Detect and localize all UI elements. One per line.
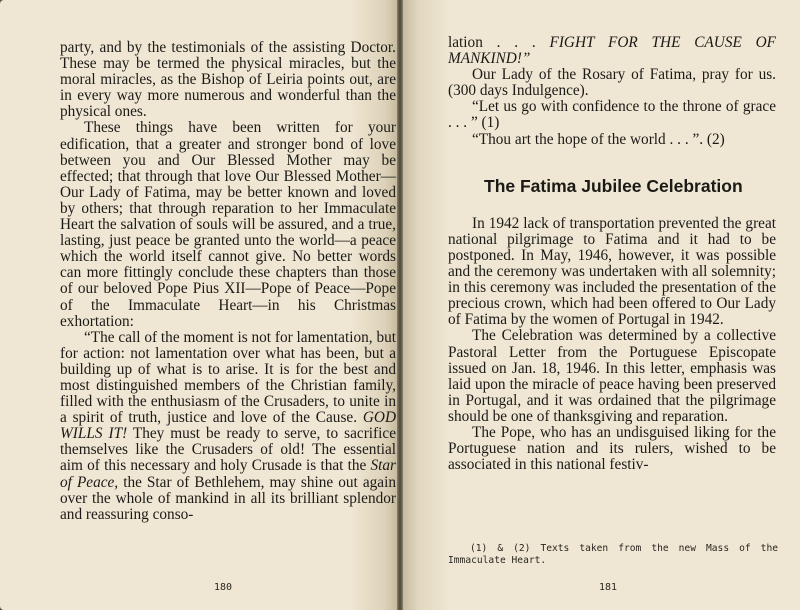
prayer-line: Our Lady of the Rosary of Fatima, pray for us. (300 days Indulgence).	[448, 66, 776, 100]
prayer-line: “Let us go with confidence to the throne of grace . . . ” (1)	[448, 98, 776, 132]
quote-emphasis: GOD WILLS IT!	[60, 409, 396, 443]
paragraph: These things have been written for your edification, that a greater and stronger bond of love between you and Our Blessed Mother may be effected; that through that love Our Blessed Mother—Our Lady of Fatima, may be better known and loved by others; that through reparation to her Immaculate Heart the salvation of souls will be assured, and a true, lasting, just peace be granted unto the world—a peace which the world itself cannot give. No better words can more fittingly conclude these chapters than those of our beloved Pope Pius XII—Pope of Peace—Pope of the Immaculate Heart—in his Christmas exhortation:	[60, 119, 396, 330]
section-heading: The Fatima Jubilee Celebration	[484, 175, 743, 196]
page-number: 180	[214, 582, 233, 593]
left-page-body	[60, 40, 396, 523]
prayer-line: “Thou art the hope of the world . . . ”. (2)	[472, 130, 725, 148]
paragraph: party, and by the testimonials of the assisting Doctor. These may be termed the physical miracles, but the moral miracles, as the Bishop of Leiria points out, are in every way more numerous and wonderful than the physical ones.	[60, 39, 396, 121]
quote-text: the Star of Bethlehem, may shine out again over the whole of mankind in all its brilliant splendor and reassuring conso-	[60, 473, 396, 523]
continuation-text: lation . . .	[448, 34, 550, 51]
footnote-text: (1) & (2) Texts taken from the new Mass of the Immaculate Heart.	[448, 543, 778, 566]
quote-emphasis: FIGHT FOR THE CAUSE OF MANKIND!”	[448, 34, 776, 68]
paragraph: The Pope, who has an undisguised liking for the Portuguese nation and its rulers, wished to be associated in this national festiv-	[448, 423, 776, 474]
right-page	[403, 0, 800, 610]
quote-continuation	[448, 35, 776, 67]
footnote	[448, 543, 778, 567]
page-number: 181	[599, 582, 618, 593]
left-page	[0, 0, 397, 610]
quote-text: “The call of the moment is not for lamentation, but for action: not lamentation over what has been, but a building up of what is to arise. It is for the best and most distinguished members of the Christian family, filled with the enthusiasm of the Crusaders, to unite in a spirit of truth, justice and love of the Cause.	[60, 328, 396, 427]
quote-text: They must be ready to serve, to sacrifice themselves like the Crusaders of old! The essential aim of this necessary and holy Crusade is that the	[60, 425, 396, 475]
papal-quote	[60, 330, 396, 523]
right-page-body	[448, 35, 776, 473]
quote-emphasis: Star of Peace,	[60, 457, 396, 491]
paragraph: In 1942 lack of transportation prevented the great national pilgrimage to Fatima and it had to be postponed. In May, 1946, however, it was possible and the ceremony was undertaken with all solemnity; in this ceremony was included the presentation of the precious crown, which had been offered to Our Lady of Fatima by the women of Portugal in 1942.	[448, 214, 776, 329]
paragraph: The Celebration was determined by a collective Pastoral Letter from the Portuguese Episcopate issued on Jan. 18, 1946. In this letter, emphasis was laid upon the miracle of peace having been preserved in Portugal, and it was ordained that the pilgrimage should be one of thanksgiving and reparation.	[448, 327, 776, 425]
